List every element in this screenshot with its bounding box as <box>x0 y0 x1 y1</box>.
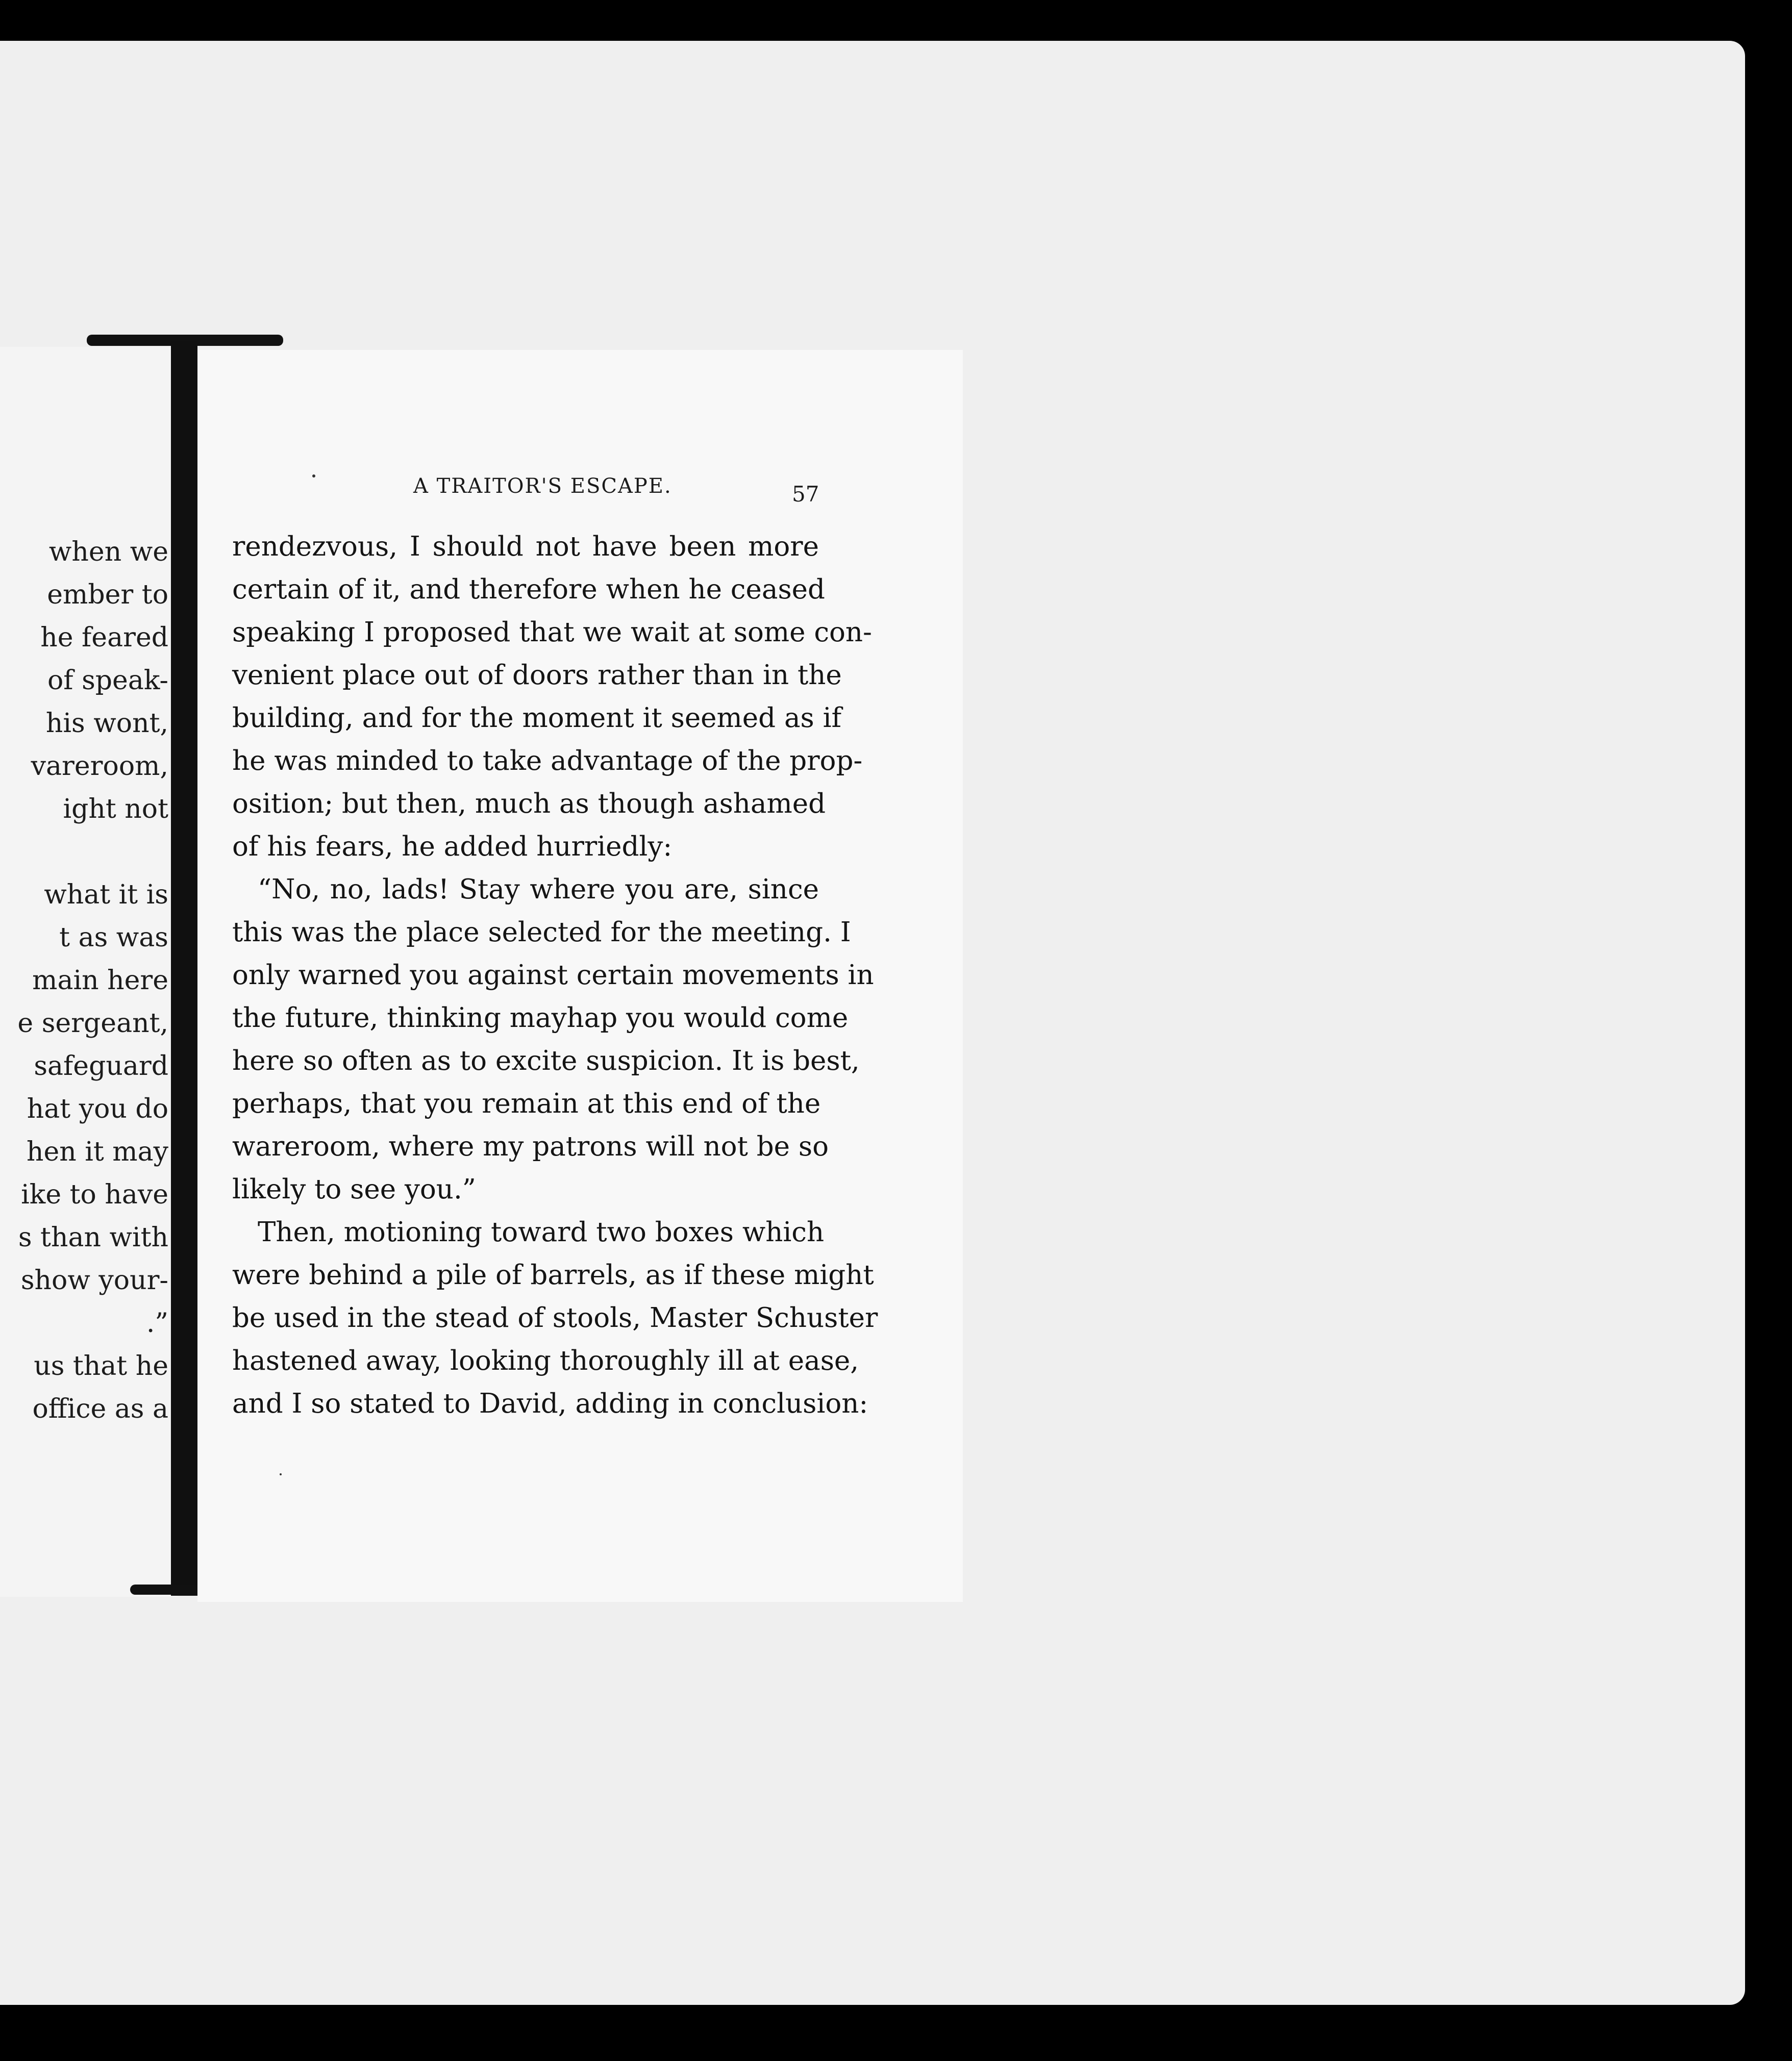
book-gutter <box>171 341 197 1596</box>
text-line: perhaps, that you remain at this end of the <box>232 1088 821 1119</box>
scan-border <box>1745 41 1792 2005</box>
left-page-line: vareroom, <box>31 751 168 782</box>
left-page-line: of speak- <box>47 665 168 696</box>
page-body-text <box>232 525 878 1425</box>
speck-mark <box>312 474 315 477</box>
left-page-line: e sergeant, <box>17 1008 168 1039</box>
text-line: this was the place selected for the meeting. I <box>232 917 851 948</box>
text-line: hastened away, looking thoroughly ill at ease, <box>232 1345 859 1376</box>
left-page-line: us that he <box>34 1351 168 1381</box>
text-line: and I so stated to David, adding in conclusion: <box>232 1388 868 1419</box>
text-line: he was minded to take advantage of the prop- <box>232 745 863 776</box>
text-line: of his fears, he added hurriedly: <box>232 831 673 862</box>
text-line: Then, motioning toward two boxes which <box>258 1217 825 1248</box>
text-line: venient place out of doors rather than in the <box>232 660 842 691</box>
running-head: A TRAITOR'S ESCAPE. <box>413 474 672 498</box>
left-page-line: when we <box>48 537 168 567</box>
text-line: likely to see you.” <box>232 1174 476 1205</box>
left-page-line: .” <box>146 1308 168 1339</box>
text-line: “No, no, lads! Stay where you are, since <box>258 874 819 905</box>
page-number: 57 <box>792 482 819 507</box>
text-line: were behind a pile of barrels, as if these might <box>232 1260 874 1291</box>
text-line: speaking I proposed that we wait at some con- <box>232 617 872 648</box>
text-line: be used in the stead of stools, Master Schuster <box>232 1302 878 1334</box>
left-page-line: hen it may <box>26 1137 168 1167</box>
left-page-line: main here <box>32 965 168 996</box>
left-page-line: he feared <box>40 622 168 653</box>
text-line: building, and for the moment it seemed as if <box>232 702 842 734</box>
left-page-line: ike to have <box>21 1179 168 1210</box>
text-line: osition; but then, much as though ashamed <box>232 788 826 819</box>
left-page-line: t as was <box>59 922 168 953</box>
left-page-line: show your- <box>20 1265 168 1296</box>
left-page-line: his wont, <box>45 708 168 739</box>
left-page-line: s than with <box>18 1222 168 1253</box>
text-line: wareroom, where my patrons will not be so <box>232 1131 829 1162</box>
left-page-line: ember to <box>47 580 168 610</box>
speck-mark <box>280 1473 282 1475</box>
text-line: here so often as to excite suspicion. It is best, <box>232 1045 860 1076</box>
text-line: certain of it, and therefore when he ceased <box>232 574 825 605</box>
text-line: only warned you against certain movements in <box>232 960 874 991</box>
left-page-line: what it is <box>44 879 168 910</box>
left-page-line: hat you do <box>27 1094 168 1124</box>
text-line: rendezvous, I should not have been more <box>232 531 819 562</box>
left-page-line: ight not <box>63 794 168 824</box>
left-page-line: office as a <box>32 1394 168 1424</box>
left-page <box>0 347 178 1597</box>
left-page-line: safeguard <box>34 1051 168 1082</box>
text-line: the future, thinking mayhap you would come <box>232 1002 849 1034</box>
